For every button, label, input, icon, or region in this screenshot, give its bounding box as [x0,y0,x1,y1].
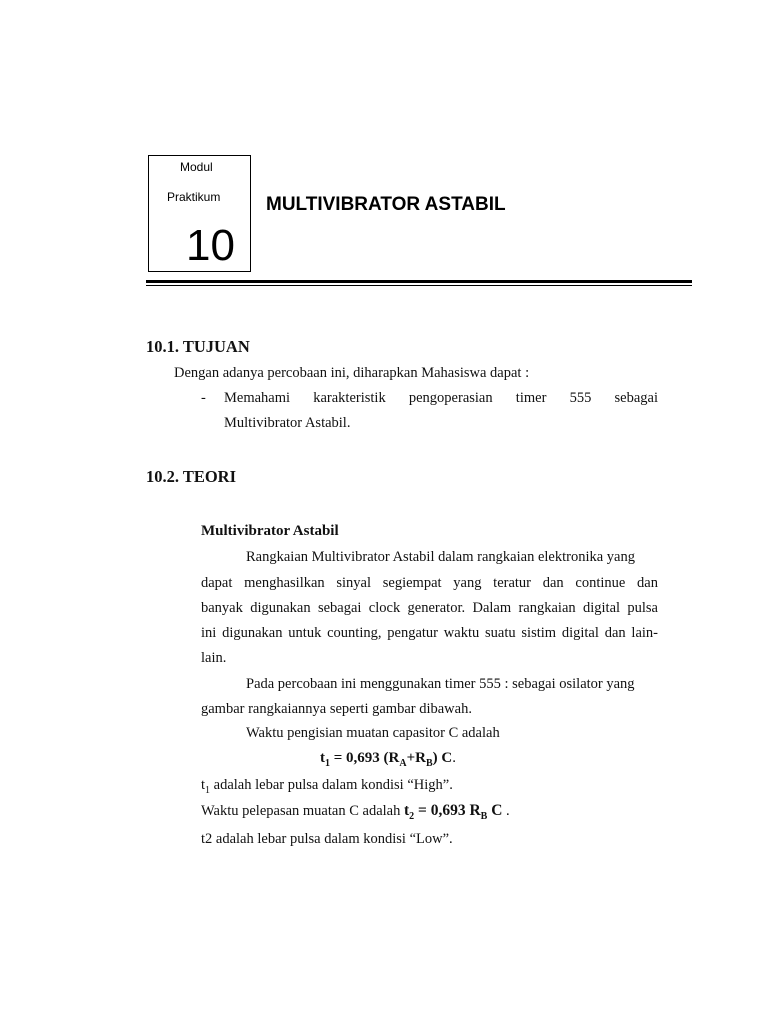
formula-t1-constant: = 0,693 (R [330,750,400,766]
formula-plus-rb: +R [406,750,426,766]
para2-line1: Pada percobaan ini menggunakan timer 555 : sebagai osilator yang [246,676,635,692]
section-heading-tujuan: 10.1. TUJUAN [146,337,250,356]
bullet-line-1: Memahami karakteristik pengoperasian timer 555 sebagai [224,390,658,406]
formula-t1 [320,751,456,769]
t1-symbol: t [201,777,206,793]
para1-line5: lain. [201,650,227,666]
formula-ra-subscript: A [399,758,407,769]
bullet-dash: - [201,390,206,406]
formula-t2-period: . [502,803,510,819]
module-number: 10 [186,221,235,270]
header-divider-thick [146,280,692,283]
formula-t2-symbol: t [403,802,410,819]
page-title: MULTIVIBRATOR ASTABIL [266,194,506,215]
discharge-line [201,803,510,822]
para2-line2: gambar rangkaiannya seperti gambar dibawah. [201,701,472,717]
formula-t1-symbol: t [320,750,325,766]
section-heading-teori: 10.2. TEORI [146,467,237,486]
formula-t2-rb-subscript: B [480,810,488,822]
formula-t2-subscript: 2 [409,810,415,822]
para1-line1: Rangkaian Multivibrator Astabil dalam rangkaian elektronika yang [246,549,635,565]
practicum-label: Praktikum [167,190,221,204]
para1-line2: dapat menghasilkan sinyal segiempat yang teratur dan continue dan [201,575,658,591]
charge-intro: Waktu pengisian muatan capasitor C adalah [246,725,500,741]
formula-rb-subscript: B [426,758,433,769]
module-box [148,155,251,272]
t2-description: t2 adalah lebar pulsa dalam kondisi “Low”. [201,831,453,847]
para1-line4: ini digunakan untuk counting, pengatur waktu suatu sistim digital dan lain- [201,625,658,641]
para1-line3: banyak digunakan sebagai clock generator. Dalam rangkaian digital pulsa [201,600,658,616]
t1-text: adalah lebar pulsa dalam kondisi “High”. [210,777,453,793]
discharge-text: Waktu pelepasan muatan C adalah [201,803,404,819]
t1-subscript: 1 [205,784,211,796]
subheading-multivibrator: Multivibrator Astabil [201,523,339,539]
tujuan-intro: Dengan adanya percobaan ini, diharapkan Mahasiswa dapat : [174,365,530,381]
formula-t2-c: C [487,802,503,819]
formula-t1-close: ) C [432,750,453,766]
formula-t2-constant: = 0,693 R [414,802,481,819]
formula-t1-subscript: 1 [325,758,330,769]
module-label: Modul [180,160,213,174]
header-divider-thin [146,285,692,286]
t1-description [201,778,453,796]
bullet-line-2: Multivibrator Astabil. [224,415,351,431]
formula-t1-period: . [452,750,456,766]
